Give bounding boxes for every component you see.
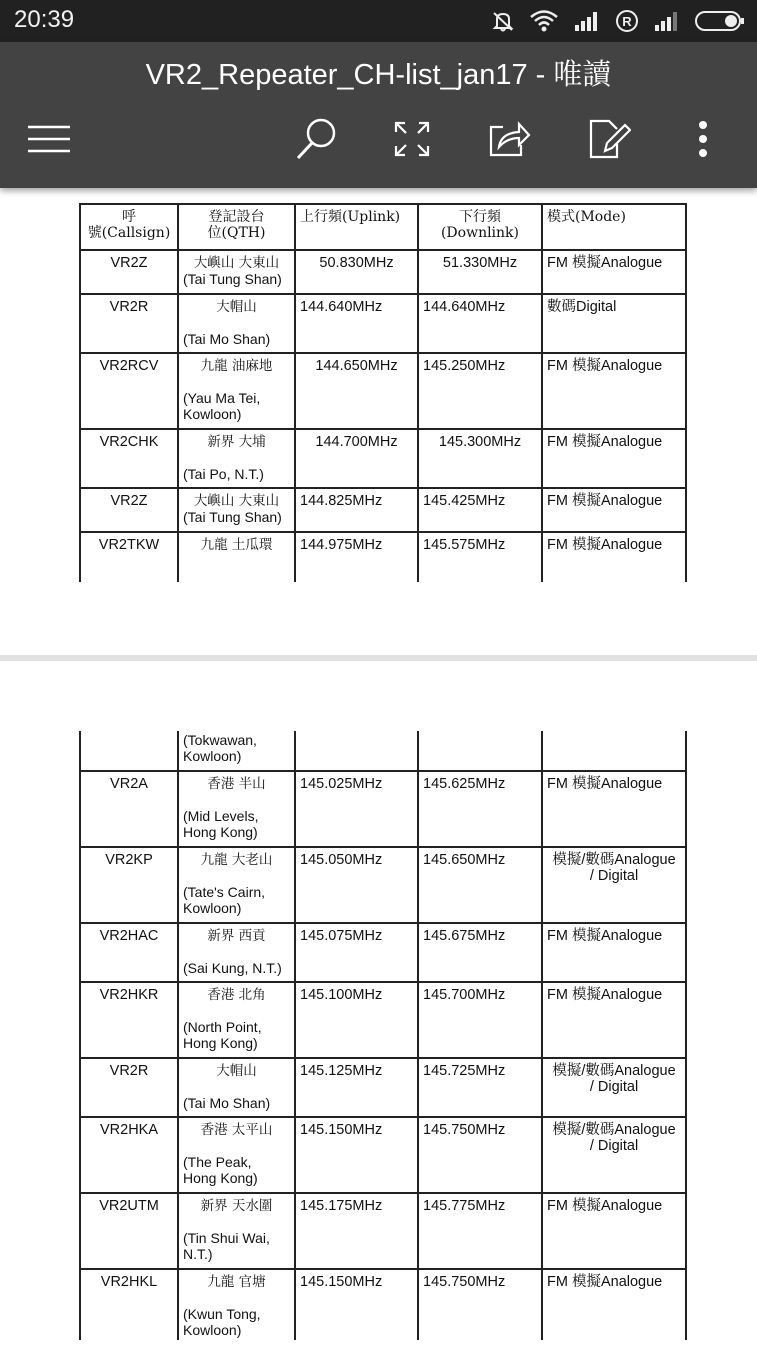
table-row: VR2HKA 香港 太平山 (The Peak, Hong Kong) 145.150MHz 145.750MHz 模擬/數碼Analogue / Digital bbox=[80, 1117, 686, 1193]
share-button[interactable] bbox=[484, 114, 534, 164]
svg-text:R: R bbox=[622, 14, 632, 29]
table-row: VR2HAC 新界 西貢 (Sai Kung, N.T.) 145.075MHz 145.675MHz FM 模擬Analogue bbox=[80, 923, 686, 982]
search-button[interactable] bbox=[291, 114, 341, 164]
edit-button[interactable] bbox=[584, 114, 634, 164]
search-icon bbox=[293, 116, 339, 162]
more-options-button[interactable] bbox=[678, 114, 728, 164]
header-uplink: 上行頻(Uplink) bbox=[295, 204, 418, 250]
table-row-continuation: (Tokwawan, Kowloon) bbox=[80, 731, 686, 771]
hamburger-icon bbox=[26, 124, 72, 154]
status-time: 20:39 bbox=[14, 6, 75, 33]
mute-icon bbox=[491, 9, 515, 33]
signal-icon-2 bbox=[653, 10, 681, 32]
signal-icon bbox=[573, 10, 601, 32]
table-row: VR2R 大帽山 (Tai Mo Shan) 144.640MHz 144.640MHz 數碼Digital bbox=[80, 294, 686, 353]
page-separator bbox=[0, 655, 757, 661]
table-row: VR2HKL 九龍 官塘 (Kwun Tong, Kowloon) 145.150MHz 145.750MHz FM 模擬Analogue bbox=[80, 1269, 686, 1340]
status-icons bbox=[491, 8, 745, 34]
repeater-table-page-2 bbox=[79, 731, 687, 1340]
header-mode: 模式(Mode) bbox=[542, 204, 686, 250]
table-row: VR2Z 大嶼山 大東山 (Tai Tung Shan) 50.830MHz 51.330MHz FM 模擬Analogue bbox=[80, 250, 686, 294]
table-row: VR2KP 九龍 大老山 (Tate's Cairn, Kowloon) 145.050MHz 145.650MHz 模擬/數碼Analogue / Digital bbox=[80, 847, 686, 923]
header-downlink: 下行頻 (Downlink) bbox=[418, 204, 542, 250]
table-row: VR2R 大帽山 (Tai Mo Shan) 145.125MHz 145.725MHz 模擬/數碼Analogue / Digital bbox=[80, 1058, 686, 1117]
edit-document-icon bbox=[587, 117, 631, 161]
wifi-icon bbox=[529, 9, 559, 33]
status-bar bbox=[0, 0, 757, 42]
menu-button[interactable] bbox=[23, 114, 75, 164]
table-row: VR2TKW 九龍 土瓜環 144.975MHz 145.575MHz FM 模擬Analogue bbox=[80, 532, 686, 582]
share-icon bbox=[487, 119, 531, 159]
table-row: VR2Z 大嶼山 大東山 (Tai Tung Shan) 144.825MHz 145.425MHz FM 模擬Analogue bbox=[80, 488, 686, 532]
table-row: VR2UTM 新界 天水圍 (Tin Shui Wai, N.T.) 145.175MHz 145.775MHz FM 模擬Analogue bbox=[80, 1193, 686, 1269]
fullscreen-icon bbox=[392, 119, 432, 159]
fullscreen-button[interactable] bbox=[387, 114, 437, 164]
document-title: VR2_Repeater_CH-list_jan17 - 唯讀 bbox=[145, 59, 612, 91]
table-row: VR2HKR 香港 北角 (North Point, Hong Kong) 145.100MHz 145.700MHz FM 模擬Analogue bbox=[80, 982, 686, 1058]
table-row: VR2A 香港 半山 (Mid Levels, Hong Kong) 145.025MHz 145.625MHz FM 模擬Analogue bbox=[80, 771, 686, 847]
repeater-table-page-1 bbox=[79, 203, 687, 582]
table-header-row bbox=[80, 204, 686, 250]
table-row: VR2RCV 九龍 油麻地 (Yau Ma Tei, Kowloon) 144.650MHz 145.250MHz FM 模擬Analogue bbox=[80, 353, 686, 429]
header-qth: 登記設台 位(QTH) bbox=[178, 204, 295, 250]
more-vertical-icon bbox=[697, 119, 709, 159]
roaming-icon bbox=[615, 9, 639, 33]
header-callsign: 呼 號(Callsign) bbox=[80, 204, 178, 250]
app-bar bbox=[0, 42, 757, 188]
table-row: VR2CHK 新界 大埔 (Tai Po, N.T.) 144.700MHz 145.300MHz FM 模擬Analogue bbox=[80, 429, 686, 488]
battery-icon bbox=[695, 10, 745, 32]
